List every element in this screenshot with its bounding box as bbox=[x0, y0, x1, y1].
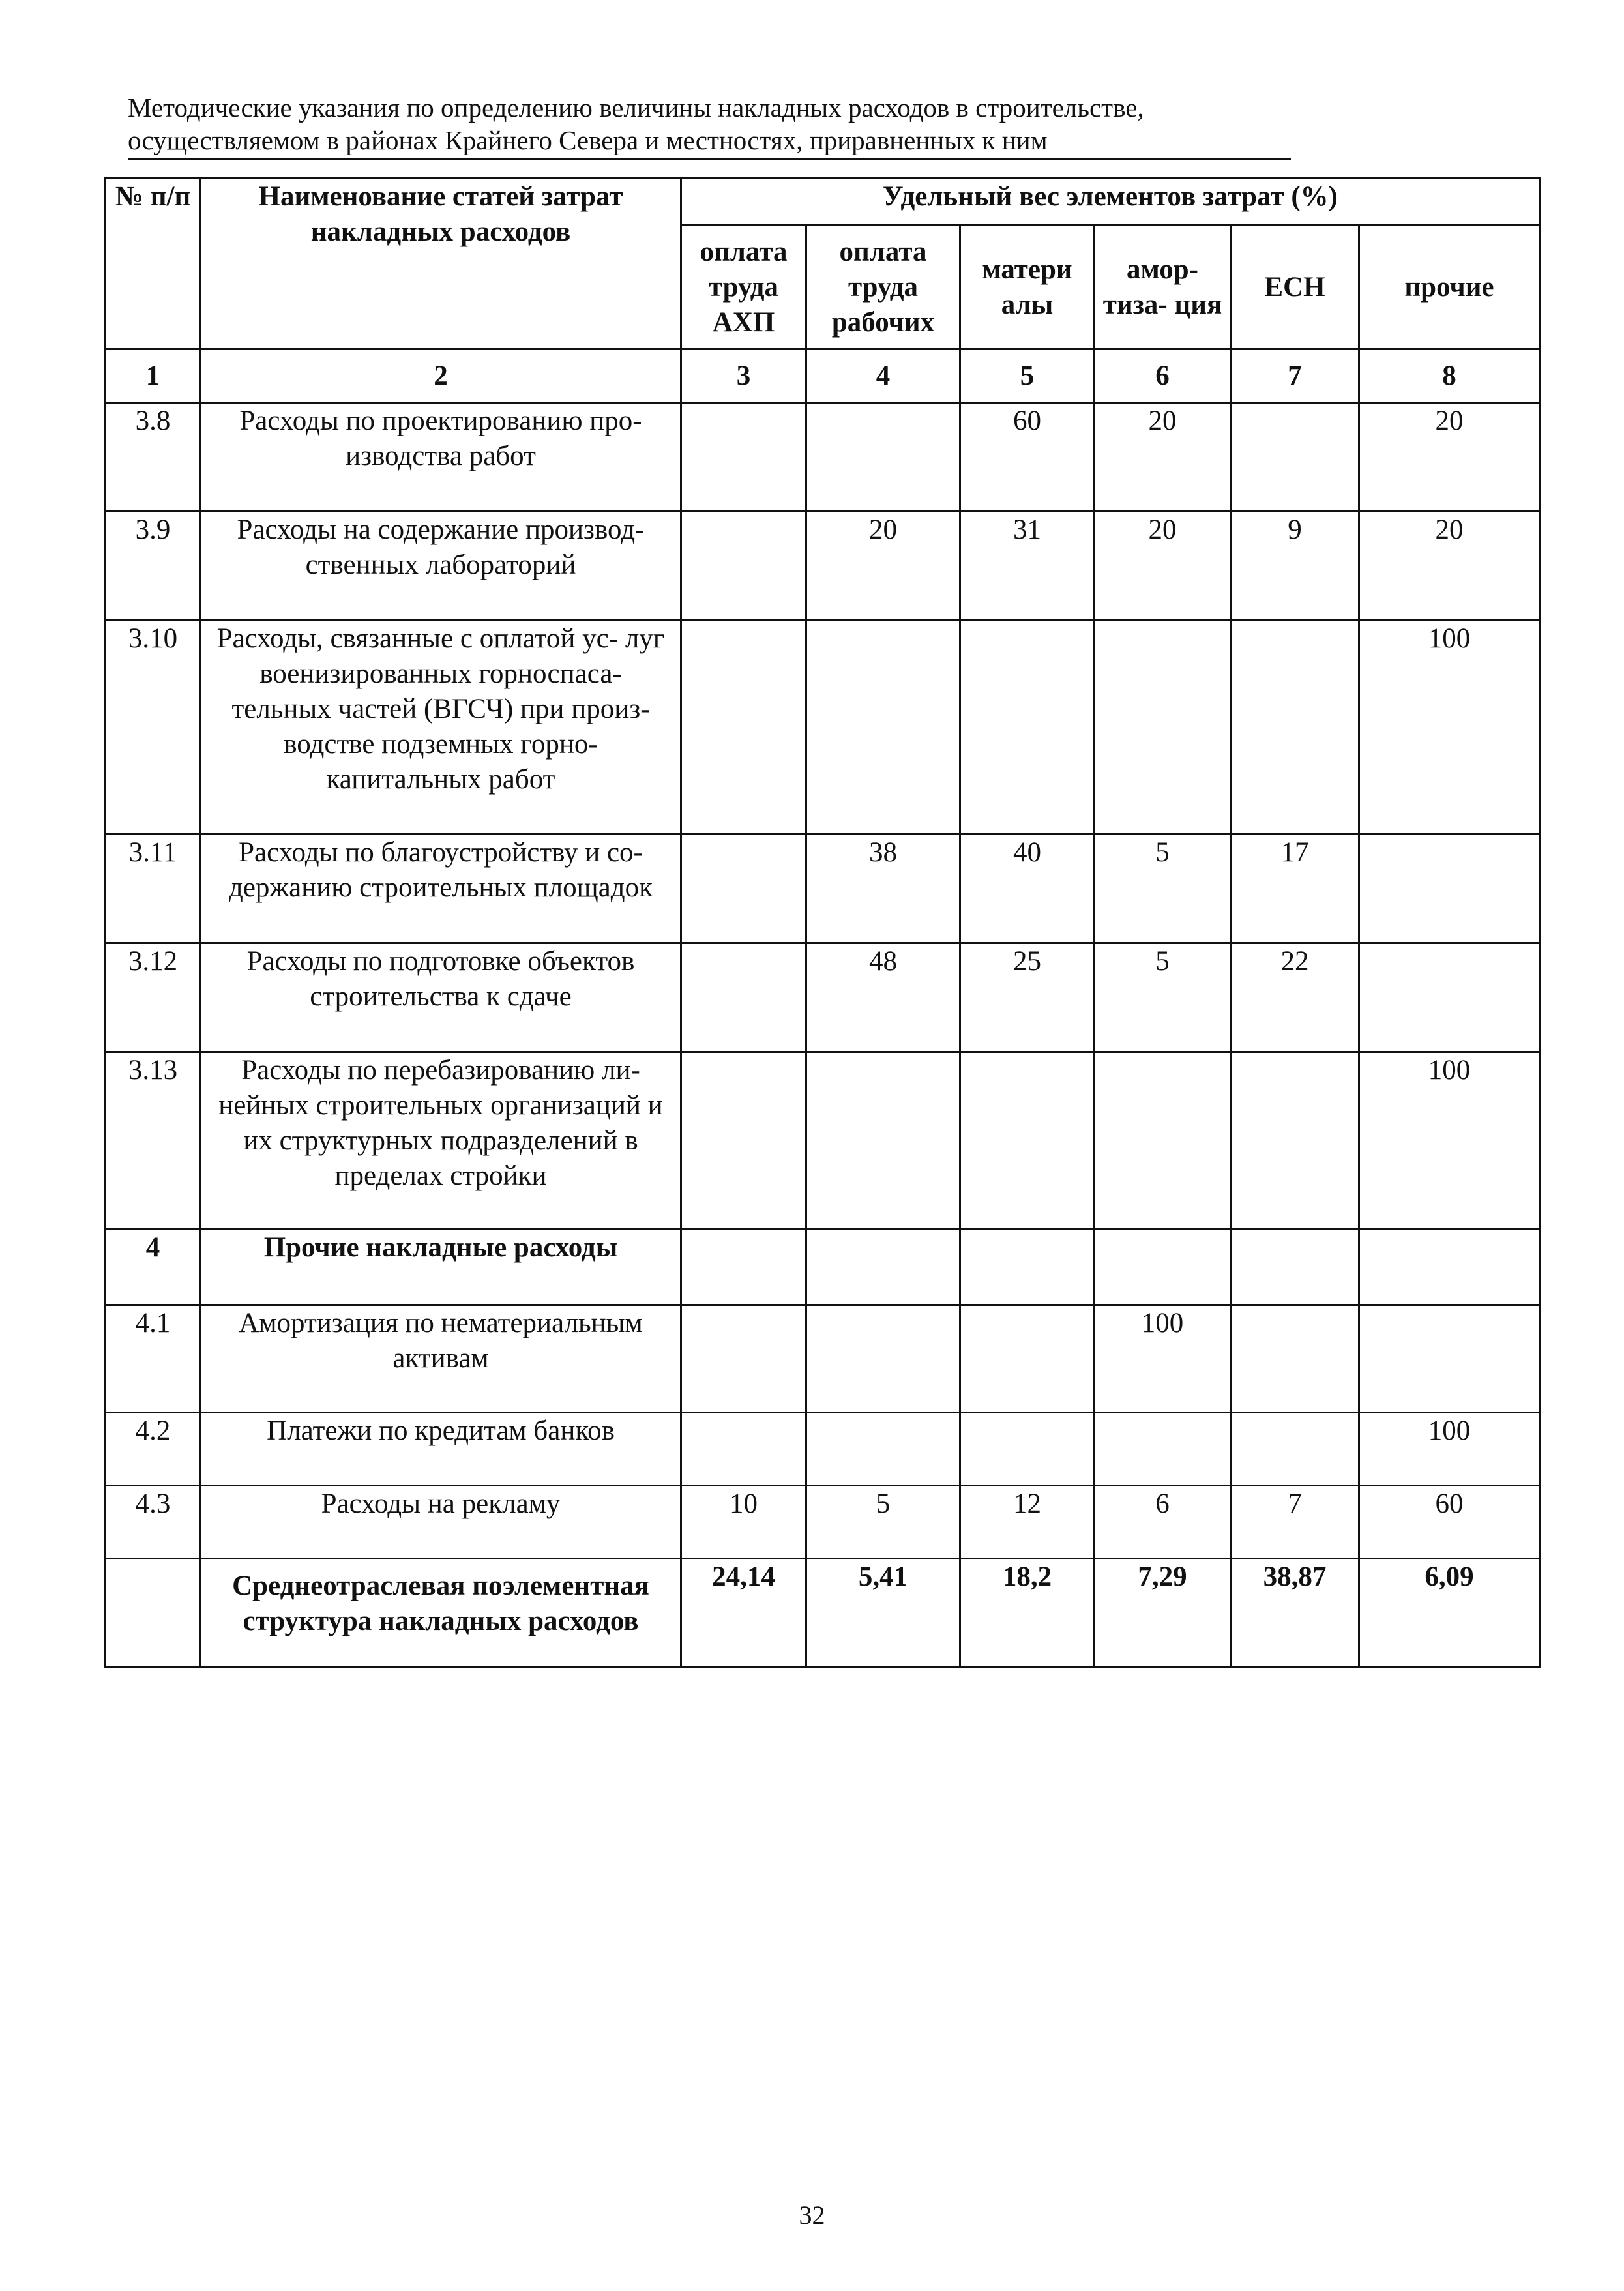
section-row bbox=[106, 1230, 1540, 1305]
row-value: 100 bbox=[1359, 621, 1540, 835]
row-name: Прочие накладные расходы bbox=[201, 1230, 681, 1305]
summary-value: 7,29 bbox=[1095, 1559, 1231, 1667]
table-row bbox=[106, 1305, 1540, 1413]
row-value: 5 bbox=[1095, 943, 1231, 1052]
row-value bbox=[1095, 1413, 1231, 1486]
row-value bbox=[681, 1413, 806, 1486]
col-num-2: 2 bbox=[201, 349, 681, 403]
row-value bbox=[1359, 835, 1540, 943]
overhead-cost-table bbox=[104, 177, 1541, 1668]
row-value bbox=[681, 1052, 806, 1230]
table-row bbox=[106, 943, 1540, 1052]
summary-value: 5,41 bbox=[806, 1559, 960, 1667]
row-value bbox=[806, 403, 960, 512]
row-value bbox=[681, 512, 806, 621]
row-value: 20 bbox=[806, 512, 960, 621]
row-value bbox=[681, 621, 806, 835]
header-sub-4: амор- тиза- ция bbox=[1095, 226, 1231, 349]
header-sub-1: оплата труда АХП bbox=[681, 226, 806, 349]
row-no: 3.13 bbox=[106, 1052, 201, 1230]
row-value: 6 bbox=[1095, 1486, 1231, 1559]
col-num-1: 1 bbox=[106, 349, 201, 403]
row-value bbox=[1359, 1230, 1540, 1305]
header-line-2: осуществляемом в районах Крайнего Севера и местностях, приравненных к ним bbox=[128, 124, 1291, 160]
row-name: Расходы по перебазированию ли- нейных строительных организаций и их структурных подразделений в пределах стройки bbox=[201, 1052, 681, 1230]
summary-no bbox=[106, 1559, 201, 1667]
header-sub-3: матери алы bbox=[960, 226, 1095, 349]
table-row bbox=[106, 403, 1540, 512]
table-row bbox=[106, 835, 1540, 943]
row-no: 4 bbox=[106, 1230, 201, 1305]
row-value: 22 bbox=[1231, 943, 1359, 1052]
row-name: Расходы по подготовке объектов строительства к сдаче bbox=[201, 943, 681, 1052]
column-number-row bbox=[106, 349, 1540, 403]
row-value bbox=[1095, 1052, 1231, 1230]
row-value bbox=[1231, 1230, 1359, 1305]
header-name: Наименование статей затрат накладных расходов bbox=[201, 179, 681, 349]
row-no: 3.8 bbox=[106, 403, 201, 512]
row-value bbox=[806, 621, 960, 835]
row-value bbox=[960, 621, 1095, 835]
row-value: 12 bbox=[960, 1486, 1095, 1559]
row-value: 5 bbox=[1095, 835, 1231, 943]
summary-value: 18,2 bbox=[960, 1559, 1095, 1667]
row-value bbox=[1231, 403, 1359, 512]
header-no: № п/п bbox=[106, 179, 201, 349]
table-header-row-1 bbox=[106, 179, 1540, 226]
row-value: 60 bbox=[1359, 1486, 1540, 1559]
row-no: 4.1 bbox=[106, 1305, 201, 1413]
row-value bbox=[1095, 1230, 1231, 1305]
row-value bbox=[681, 943, 806, 1052]
row-value bbox=[806, 1305, 960, 1413]
document-header bbox=[128, 91, 1291, 160]
summary-value: 24,14 bbox=[681, 1559, 806, 1667]
col-num-7: 7 bbox=[1231, 349, 1359, 403]
row-value: 17 bbox=[1231, 835, 1359, 943]
row-no: 3.11 bbox=[106, 835, 201, 943]
row-no: 3.10 bbox=[106, 621, 201, 835]
row-no: 4.3 bbox=[106, 1486, 201, 1559]
row-name: Расходы на содержание производ- ственных лабораторий bbox=[201, 512, 681, 621]
row-name: Расходы на рекламу bbox=[201, 1486, 681, 1559]
row-value: 5 bbox=[806, 1486, 960, 1559]
summary-value: 38,87 bbox=[1231, 1559, 1359, 1667]
row-value bbox=[1359, 1305, 1540, 1413]
row-value: 31 bbox=[960, 512, 1095, 621]
row-name: Расходы, связанные с оплатой ус- луг военизированных горноспаса- тельных частей (ВГСЧ) при произ- водстве подземных горно- капитальных работ bbox=[201, 621, 681, 835]
row-value: 100 bbox=[1359, 1413, 1540, 1486]
summary-value: 6,09 bbox=[1359, 1559, 1540, 1667]
row-value: 20 bbox=[1095, 403, 1231, 512]
table-row bbox=[106, 1413, 1540, 1486]
row-value: 20 bbox=[1359, 512, 1540, 621]
row-value bbox=[960, 1305, 1095, 1413]
col-num-5: 5 bbox=[960, 349, 1095, 403]
row-value: 38 bbox=[806, 835, 960, 943]
table-row bbox=[106, 621, 1540, 835]
row-value: 60 bbox=[960, 403, 1095, 512]
row-value bbox=[1231, 1305, 1359, 1413]
row-no: 4.2 bbox=[106, 1413, 201, 1486]
row-value bbox=[806, 1413, 960, 1486]
col-num-8: 8 bbox=[1359, 349, 1540, 403]
row-value bbox=[1231, 621, 1359, 835]
row-value: 10 bbox=[681, 1486, 806, 1559]
table-row bbox=[106, 1486, 1540, 1559]
row-value: 48 bbox=[806, 943, 960, 1052]
header-group: Удельный вес элементов затрат (%) bbox=[681, 179, 1540, 226]
col-num-4: 4 bbox=[806, 349, 960, 403]
row-value bbox=[1095, 621, 1231, 835]
row-value: 20 bbox=[1359, 403, 1540, 512]
row-name: Расходы по благоустройству и со- держанию строительных площадок bbox=[201, 835, 681, 943]
row-value: 20 bbox=[1095, 512, 1231, 621]
header-line-1: Методические указания по определению величины накладных расходов в строительстве, bbox=[128, 93, 1144, 123]
row-value: 7 bbox=[1231, 1486, 1359, 1559]
col-num-6: 6 bbox=[1095, 349, 1231, 403]
table-row bbox=[106, 1052, 1540, 1230]
row-no: 3.12 bbox=[106, 943, 201, 1052]
row-value bbox=[806, 1052, 960, 1230]
row-name: Платежи по кредитам банков bbox=[201, 1413, 681, 1486]
row-value: 40 bbox=[960, 835, 1095, 943]
page-number: 32 bbox=[799, 2200, 825, 2230]
row-value bbox=[1231, 1413, 1359, 1486]
header-sub-5: ЕСН bbox=[1231, 226, 1359, 349]
header-sub-2: оплата труда рабочих bbox=[806, 226, 960, 349]
row-value: 100 bbox=[1095, 1305, 1231, 1413]
row-value bbox=[806, 1230, 960, 1305]
row-value bbox=[960, 1230, 1095, 1305]
summary-name: Среднеотраслевая поэлементная структура накладных расходов bbox=[201, 1559, 681, 1667]
row-value: 9 bbox=[1231, 512, 1359, 621]
row-value: 25 bbox=[960, 943, 1095, 1052]
row-value bbox=[681, 1230, 806, 1305]
table-row bbox=[106, 512, 1540, 621]
summary-row bbox=[106, 1559, 1540, 1667]
row-value bbox=[960, 1413, 1095, 1486]
row-name: Расходы по проектированию про- изводства работ bbox=[201, 403, 681, 512]
row-name: Амортизация по нематериальным активам bbox=[201, 1305, 681, 1413]
row-value bbox=[681, 835, 806, 943]
row-value bbox=[960, 1052, 1095, 1230]
row-value bbox=[681, 403, 806, 512]
row-value bbox=[1359, 943, 1540, 1052]
col-num-3: 3 bbox=[681, 349, 806, 403]
row-value bbox=[681, 1305, 806, 1413]
row-no: 3.9 bbox=[106, 512, 201, 621]
header-sub-6: прочие bbox=[1359, 226, 1540, 349]
row-value: 100 bbox=[1359, 1052, 1540, 1230]
row-value bbox=[1231, 1052, 1359, 1230]
